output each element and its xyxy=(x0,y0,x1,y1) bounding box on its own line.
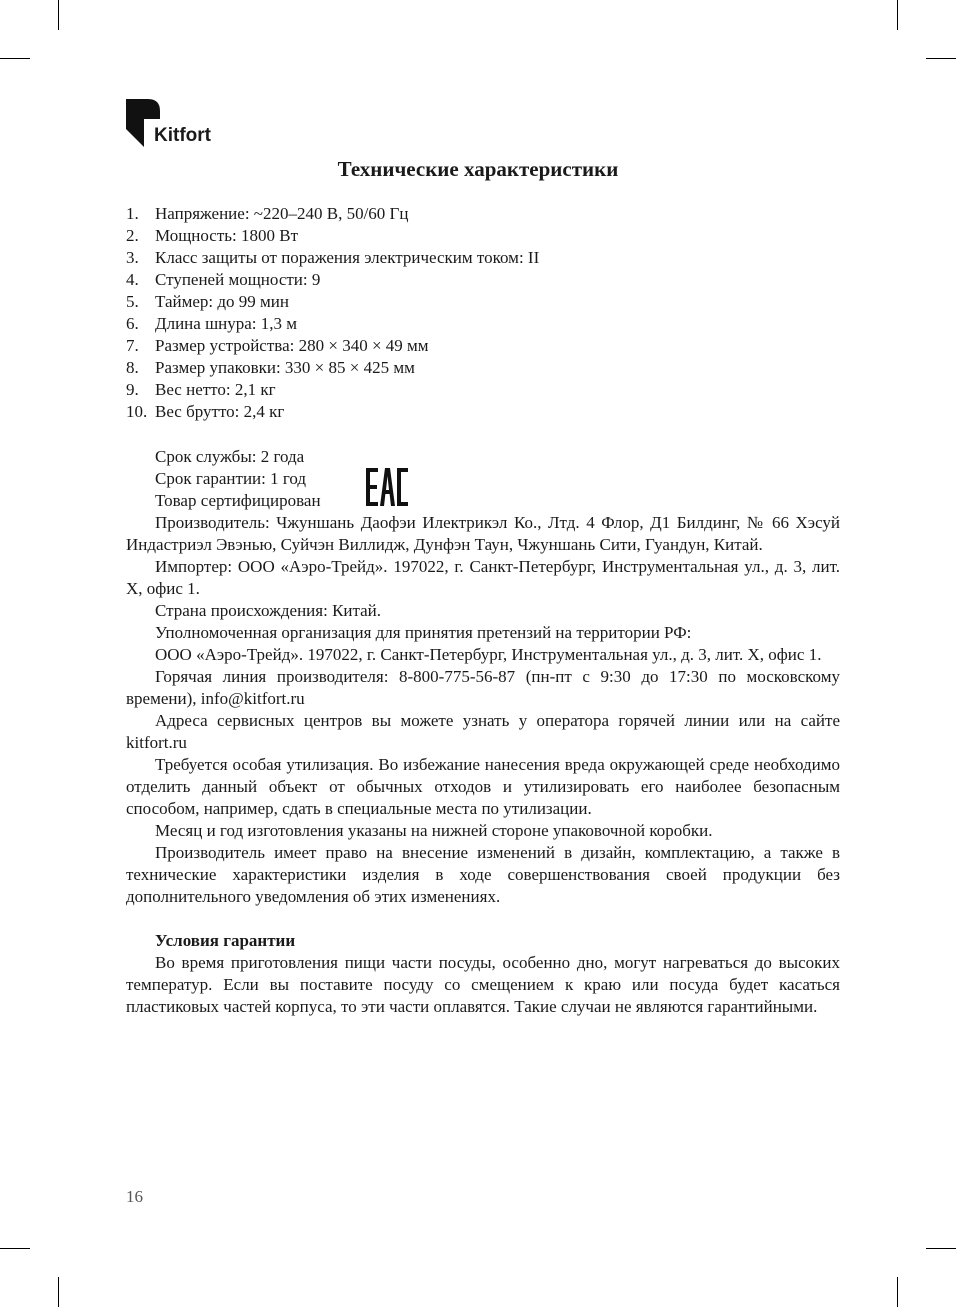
crop-mark xyxy=(0,1248,30,1249)
claims-org-paragraph: Уполномоченная организация для принятия претензий на территории РФ: xyxy=(155,623,692,642)
spec-item: 9. Вес нетто: 2,1 кг xyxy=(126,380,276,399)
hotline-paragraph: Горячая линия производителя: 8-800-775-56-87 (пн-пт с 9:30 до 17:30 по московскому времени), info@kitfort.ru xyxy=(126,667,840,708)
eac-icon xyxy=(366,468,408,506)
brand-name: Kitfort xyxy=(154,125,211,146)
manufacturer-paragraph: Производитель: Чжуншань Даофэи Илектрикэл Ко., Лтд. 4 Флор, Д1 Билдинг, № 66 Хэсуй Индастриэл Эвэнью, Суйчэн Виллидж, Дунфэн Таун, Чжуншань Сити, Гуандун, Китай. xyxy=(126,513,840,554)
crop-mark xyxy=(897,1277,898,1307)
claims-address-paragraph: ООО «Аэро-Трейд». 197022, г. Санкт-Петербург, Инструментальная ул., д. 3, лит. Х, офис 1. xyxy=(155,645,822,664)
spec-list xyxy=(126,203,539,423)
spec-item: 1. Напряжение: ~220–240 В, 50/60 Гц xyxy=(126,204,409,223)
spec-item: 2. Мощность: 1800 Вт xyxy=(126,226,299,245)
warranty-heading: Условия гарантии xyxy=(155,931,296,950)
crop-mark xyxy=(897,0,898,30)
service-life: Срок службы: 2 года xyxy=(155,447,305,466)
manufacture-date-paragraph: Месяц и год изготовления указаны на нижней стороне упаковочной коробки. xyxy=(155,821,713,840)
spec-item: 3. Класс защиты от поражения электрическим током: II xyxy=(126,248,540,267)
spec-item: 10. Вес брутто: 2,4 кг xyxy=(126,402,285,421)
document-body xyxy=(126,512,840,1018)
crop-mark xyxy=(926,1248,956,1249)
spec-item: 4. Ступеней мощности: 9 xyxy=(126,270,321,289)
spec-item: 6. Длина шнура: 1,3 м xyxy=(126,314,298,333)
kitfort-logo xyxy=(126,99,226,149)
origin-paragraph: Страна происхождения: Китай. xyxy=(155,601,382,620)
spec-item: 7. Размер устройства: 280 × 340 × 49 мм xyxy=(126,336,429,355)
crop-mark xyxy=(0,58,30,59)
changes-paragraph: Производитель имеет право на внесение изменений в дизайн, комплектацию, а также в технические характеристики изделия в ходе совершенствования своей продукции без дополнительного уведомления об этих изменениях. xyxy=(126,843,840,906)
crop-mark xyxy=(926,58,956,59)
warranty-period: Срок гарантии: 1 год xyxy=(155,469,307,488)
service-centers-paragraph: Адреса сервисных центров вы можете узнать у оператора горячей линии или на сайте kitfort.ru xyxy=(126,711,840,752)
disposal-paragraph: Требуется особая утилизация. Во избежание нанесения вреда окружающей среде необходимо отделить данный объект от обычных отходов и утилизировать его наиболее безопасным способом, например, сдать в специальные места по утилизации. xyxy=(126,755,840,818)
spec-item: 8. Размер упаковки: 330 × 85 × 425 мм xyxy=(126,358,415,377)
spec-item: 5. Таймер: до 99 мин xyxy=(126,292,289,311)
crop-mark xyxy=(58,1277,59,1307)
crop-mark xyxy=(58,0,59,30)
importer-paragraph: Импортер: ООО «Аэро-Трейд». 197022, г. Санкт-Петербург, Инструментальная ул., д. 3, лит. Х, офис 1. xyxy=(126,557,840,598)
page-title: Технические характеристики xyxy=(337,157,619,181)
page-number: 16 xyxy=(126,1187,143,1206)
certified-label: Товар сертифицирован xyxy=(155,491,321,510)
warranty-paragraph: Во время приготовления пищи части посуды, особенно дно, могут нагреваться до высоких температур. Если вы поставите посуду со смещением к краю или посуда будет касаться пластиковых частей корпуса, то эти части оплавятся. Такие случаи не являются гарантийными. xyxy=(126,953,840,1016)
